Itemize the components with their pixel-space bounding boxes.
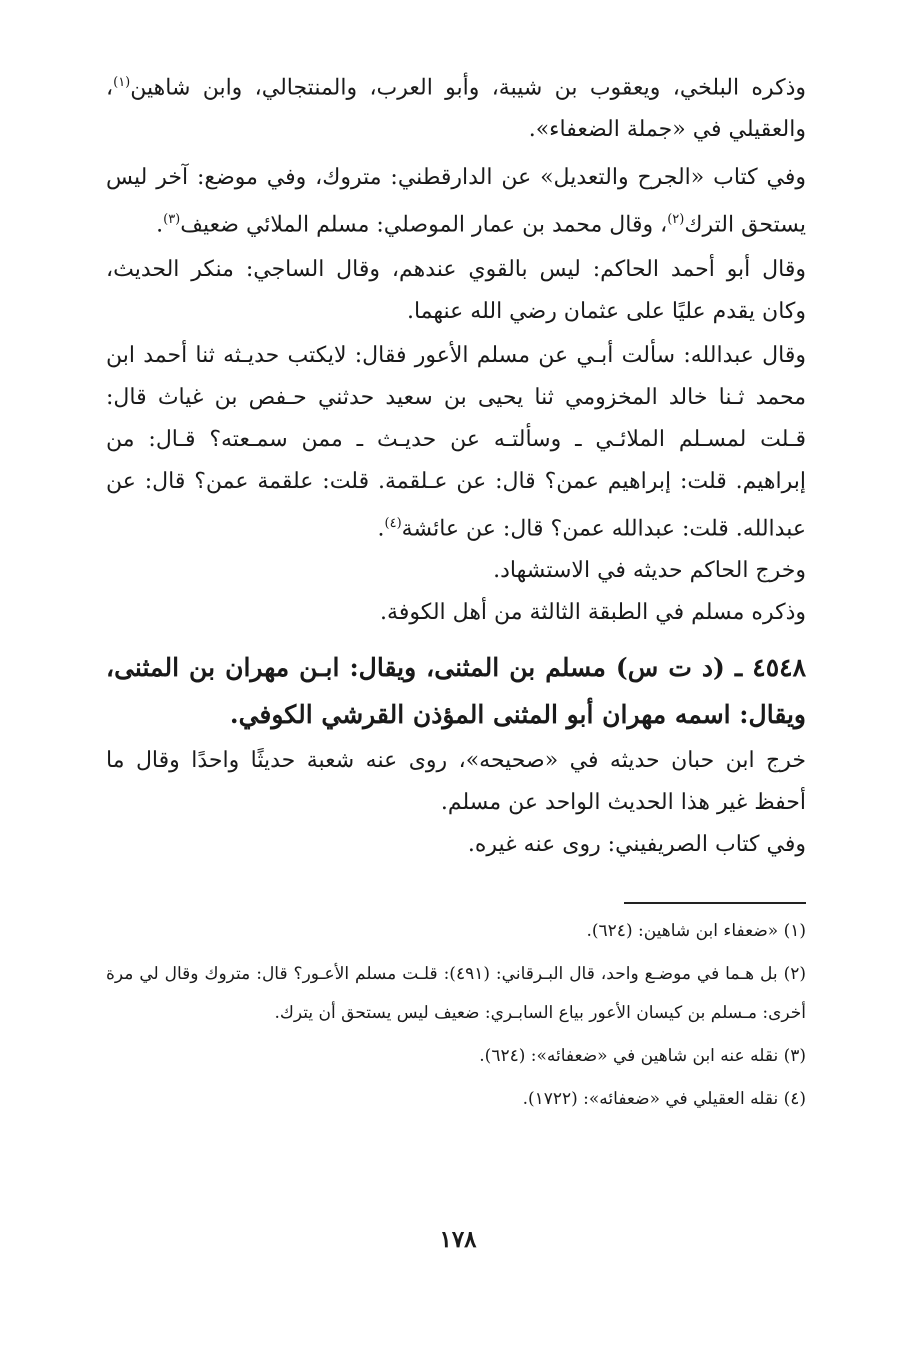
- paragraph-4: وقال عبدالله: سألت أبـي عن مسلم الأعور فقال: لايكتب حديـثه ثنا أحمد ابن محمد ثـنا خالد المخزومي ثنا يحيى بن سعيد حدثني حـفص بن غياث قال: قـلت لمسـلم الملائـي ـ وسألتـه عن حديـث ـ ممن سمـعته؟ قـال: من إبراهيم. قلت: إبراهيم عمن؟ قال: عن عـلقمة. قلت: علقمة عمن؟ قال: عن عبدالله. قلت: عبدالله عمن؟ قال: عن عائشة$^{(٤)}$.: [106, 342, 806, 541]
- footnotes: [106, 912, 806, 1119]
- paragraph-2: وفي كتاب «الجرح والتعديل» عن الدارقطني: متروك، وفي موضع: آخر ليس يستحق الترك$^{(٢)}$، وقال محمد بن عمار الموصلي: مسلم الملائي ضعيف$^{(٣)}$.: [106, 165, 806, 238]
- main-text: [106, 62, 806, 866]
- page-number: ١٧٨: [439, 1226, 477, 1253]
- footnote-ref-1[interactable]: (١): [113, 75, 131, 90]
- paragraph-3: وقال أبو أحمد الحاكم: ليس بالقوي عندهم، وقال الساجي: منكر الحديث، وكان يقدم عليًا على عثمان رضي الله عنهما.: [106, 256, 806, 324]
- footnote-ref-3[interactable]: (٣): [163, 212, 181, 228]
- footnote-3: (٣) نقله عنه ابن شاهين في «ضعفائه»: (٦٢٤).: [479, 1046, 806, 1066]
- footnote-4: (٤) نقله العقيلي في «ضعفائه»: (١٧٢٢).: [522, 1089, 806, 1109]
- paragraph-1: وذكره البلخي، ويعقوب بن شيبة، وأبو العرب، والمنتجالي، وابن شاهين$^{(١)}$، والعقيلي في «جملة الضعفاء».: [106, 75, 806, 143]
- footnote-ref-2[interactable]: (٢): [667, 212, 685, 228]
- footnote-separator: [624, 902, 806, 904]
- paragraph-6: وذكره مسلم في الطبقة الثالثة من أهل الكوفة.: [380, 599, 806, 625]
- footnote-1: (١) «ضعفاء ابن شاهين: (٦٢٤).: [586, 921, 806, 941]
- footnote-ref-4[interactable]: (٤): [384, 515, 402, 531]
- footnote-2: (٢) بل هـما في موضـع واحد، قال البـرقاني: (٤٩١): قلـت مسلم الأعـور؟ قال: متروك وقال لي مرة أخرى: مـسلم بن كيسان الأعور بياع السابـري: ضعيف ليس يستحق أن يترك.: [106, 964, 806, 1023]
- paragraph-5: وخرج الحاكم حديثه في الاستشهاد.: [493, 557, 806, 583]
- entry-paragraph-2: وفي كتاب الصريفيني: روى عنه غيره.: [467, 831, 806, 857]
- entry-paragraph-1: خرج ابن حبان حديثه في «صحيحه»، روى عنه شعبة حديثًا واحدًا وقال ما أحفظ غير هذا الحديث الواحد عن مسلم.: [106, 747, 806, 815]
- entry-heading: ٤٥٤٨ ـ (د ت س) مسلم بن المثنى، ويقال: ابـن مهران بن المثنى، ويقال: اسمه مهران أبو المثنى المؤذن القرشي الكوفي.: [106, 652, 806, 729]
